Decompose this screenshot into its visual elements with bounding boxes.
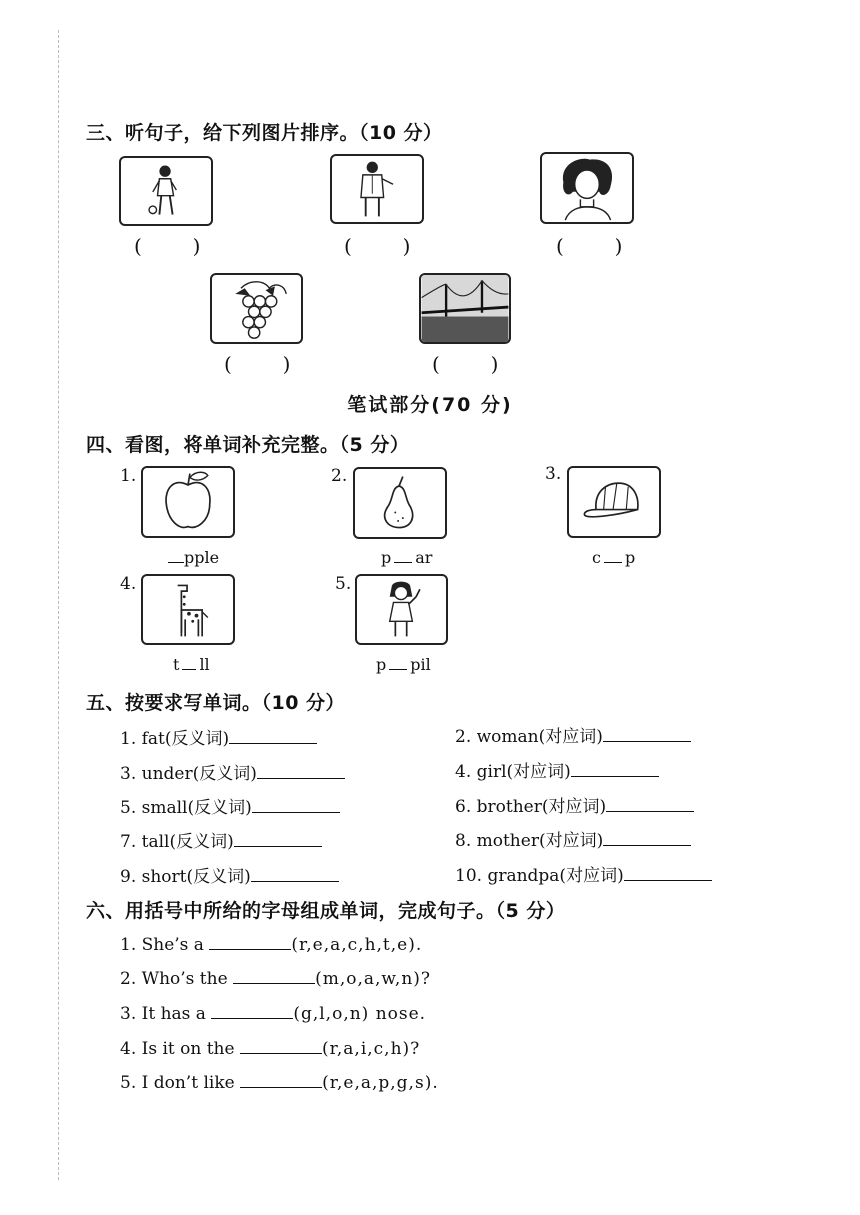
word-prefix: p [381,548,392,567]
sentence-1 [120,933,422,955]
question-text: 9. short(反义词) [120,867,251,887]
word-question-3 [120,759,345,784]
apple-icon [141,466,235,538]
bracket-5: ( ) [432,352,499,376]
sentence-3 [120,1002,426,1024]
sentence-2 [120,967,431,989]
word-suffix: pil [410,655,431,674]
letter-blank[interactable] [389,653,407,670]
written-part-title: 笔试部分(70 分) [347,394,513,416]
word-prefix: t [173,655,180,674]
letter-blank[interactable] [604,546,622,563]
word-question-9 [120,862,339,887]
answer-blank[interactable] [211,1002,293,1019]
question-text: 10. grandpa(对应词) [455,866,624,886]
letter-hint: (r,e,a,p,g,s). [322,1073,439,1093]
section6-heading: 六、用括号中所给的字母组成单词，完成句子。（5 分） [86,900,566,922]
girl-with-pencil-icon [355,574,448,645]
word-question-6 [455,792,694,817]
answer-blank[interactable] [624,864,712,881]
sentence-start: 1. She’s a [120,935,210,955]
question-text: 1. fat(反义词) [120,729,230,749]
word-suffix: p [624,548,636,567]
boy-with-ball-icon [119,156,213,226]
answer-blank[interactable] [257,762,345,779]
sentence-start: 3. It has a [120,1004,212,1024]
sentence-4 [120,1037,420,1059]
word-prefix: c [592,548,601,567]
answer-blank[interactable] [606,795,694,812]
answer-blank[interactable] [252,796,340,813]
answer-blank[interactable] [233,967,315,984]
answer-blank[interactable] [209,933,291,950]
letter-hint: (r,a,i,c,h)? [321,1039,421,1059]
answer-blank[interactable] [603,829,691,846]
word-hint-1 [168,546,219,567]
word-question-1 [120,724,317,749]
bracket-3: ( ) [556,234,623,258]
answer-blank[interactable] [240,1071,322,1088]
pear-icon [353,467,447,539]
sentence-start: 4. Is it on the [120,1039,240,1059]
word-suffix: ar [415,548,433,567]
sentence-5 [120,1071,439,1093]
question-text: 6. brother(对应词) [455,797,607,817]
answer-blank[interactable] [251,865,339,882]
item-number: 5. [335,574,352,594]
word-question-8 [455,826,691,851]
letter-blank[interactable] [168,546,184,563]
word-hint-5 [376,653,431,674]
word-question-5 [120,793,340,818]
item-number: 1. [120,466,137,486]
bracket-2: ( ) [344,234,411,258]
letter-hint: (m,o,a,w,n)? [315,969,432,989]
bracket-1: ( ) [134,234,201,258]
question-text: 8. mother(对应词) [455,831,604,851]
letter-blank[interactable] [182,653,196,670]
item-number: 2. [331,466,348,486]
question-text: 4. girl(对应词) [455,762,571,782]
sentence-start: 2. Who’s the [120,969,234,989]
word-question-4 [455,757,659,782]
item-number: 3. [545,464,562,484]
sentence-start: 5. I don’t like [120,1073,241,1093]
word-prefix: p [376,655,387,674]
word-suffix: pple [184,548,220,567]
item-number: 4. [120,574,137,594]
letter-hint: (g,l,o,n) nose. [293,1004,427,1024]
bridge-icon [419,273,511,344]
word-suffix: ll [199,655,210,674]
cap-icon [567,466,661,538]
answer-blank[interactable] [234,830,322,847]
question-text: 3. under(反义词) [120,764,257,784]
answer-blank[interactable] [571,760,659,777]
letter-blank[interactable] [394,546,412,563]
answer-blank[interactable] [603,725,691,742]
section5-heading: 五、按要求写单词。（10 分） [86,692,346,714]
word-hint-2 [381,546,432,567]
answer-blank[interactable] [240,1037,322,1054]
man-in-suit-icon [330,154,424,224]
binding-margin-line [58,30,59,1180]
letter-hint: (r,e,a,c,h,t,e). [291,935,423,955]
answer-blank[interactable] [229,727,317,744]
question-text: 5. small(反义词) [120,798,252,818]
word-hint-4 [173,653,210,674]
grapes-icon [210,273,303,344]
giraffe-icon [141,574,235,645]
section3-heading: 三、听句子，给下列图片排序。（10 分） [86,122,443,144]
word-hint-3 [592,546,635,567]
bracket-4: ( ) [224,352,291,376]
question-text: 7. tall(反义词) [120,832,234,852]
word-question-2 [455,722,691,747]
word-question-7 [120,827,322,852]
question-text: 2. woman(对应词) [455,727,603,747]
section4-heading: 四、看图，将单词补充完整。（5 分） [86,434,410,456]
word-question-10 [455,861,712,886]
woman-portrait-icon [540,152,634,224]
